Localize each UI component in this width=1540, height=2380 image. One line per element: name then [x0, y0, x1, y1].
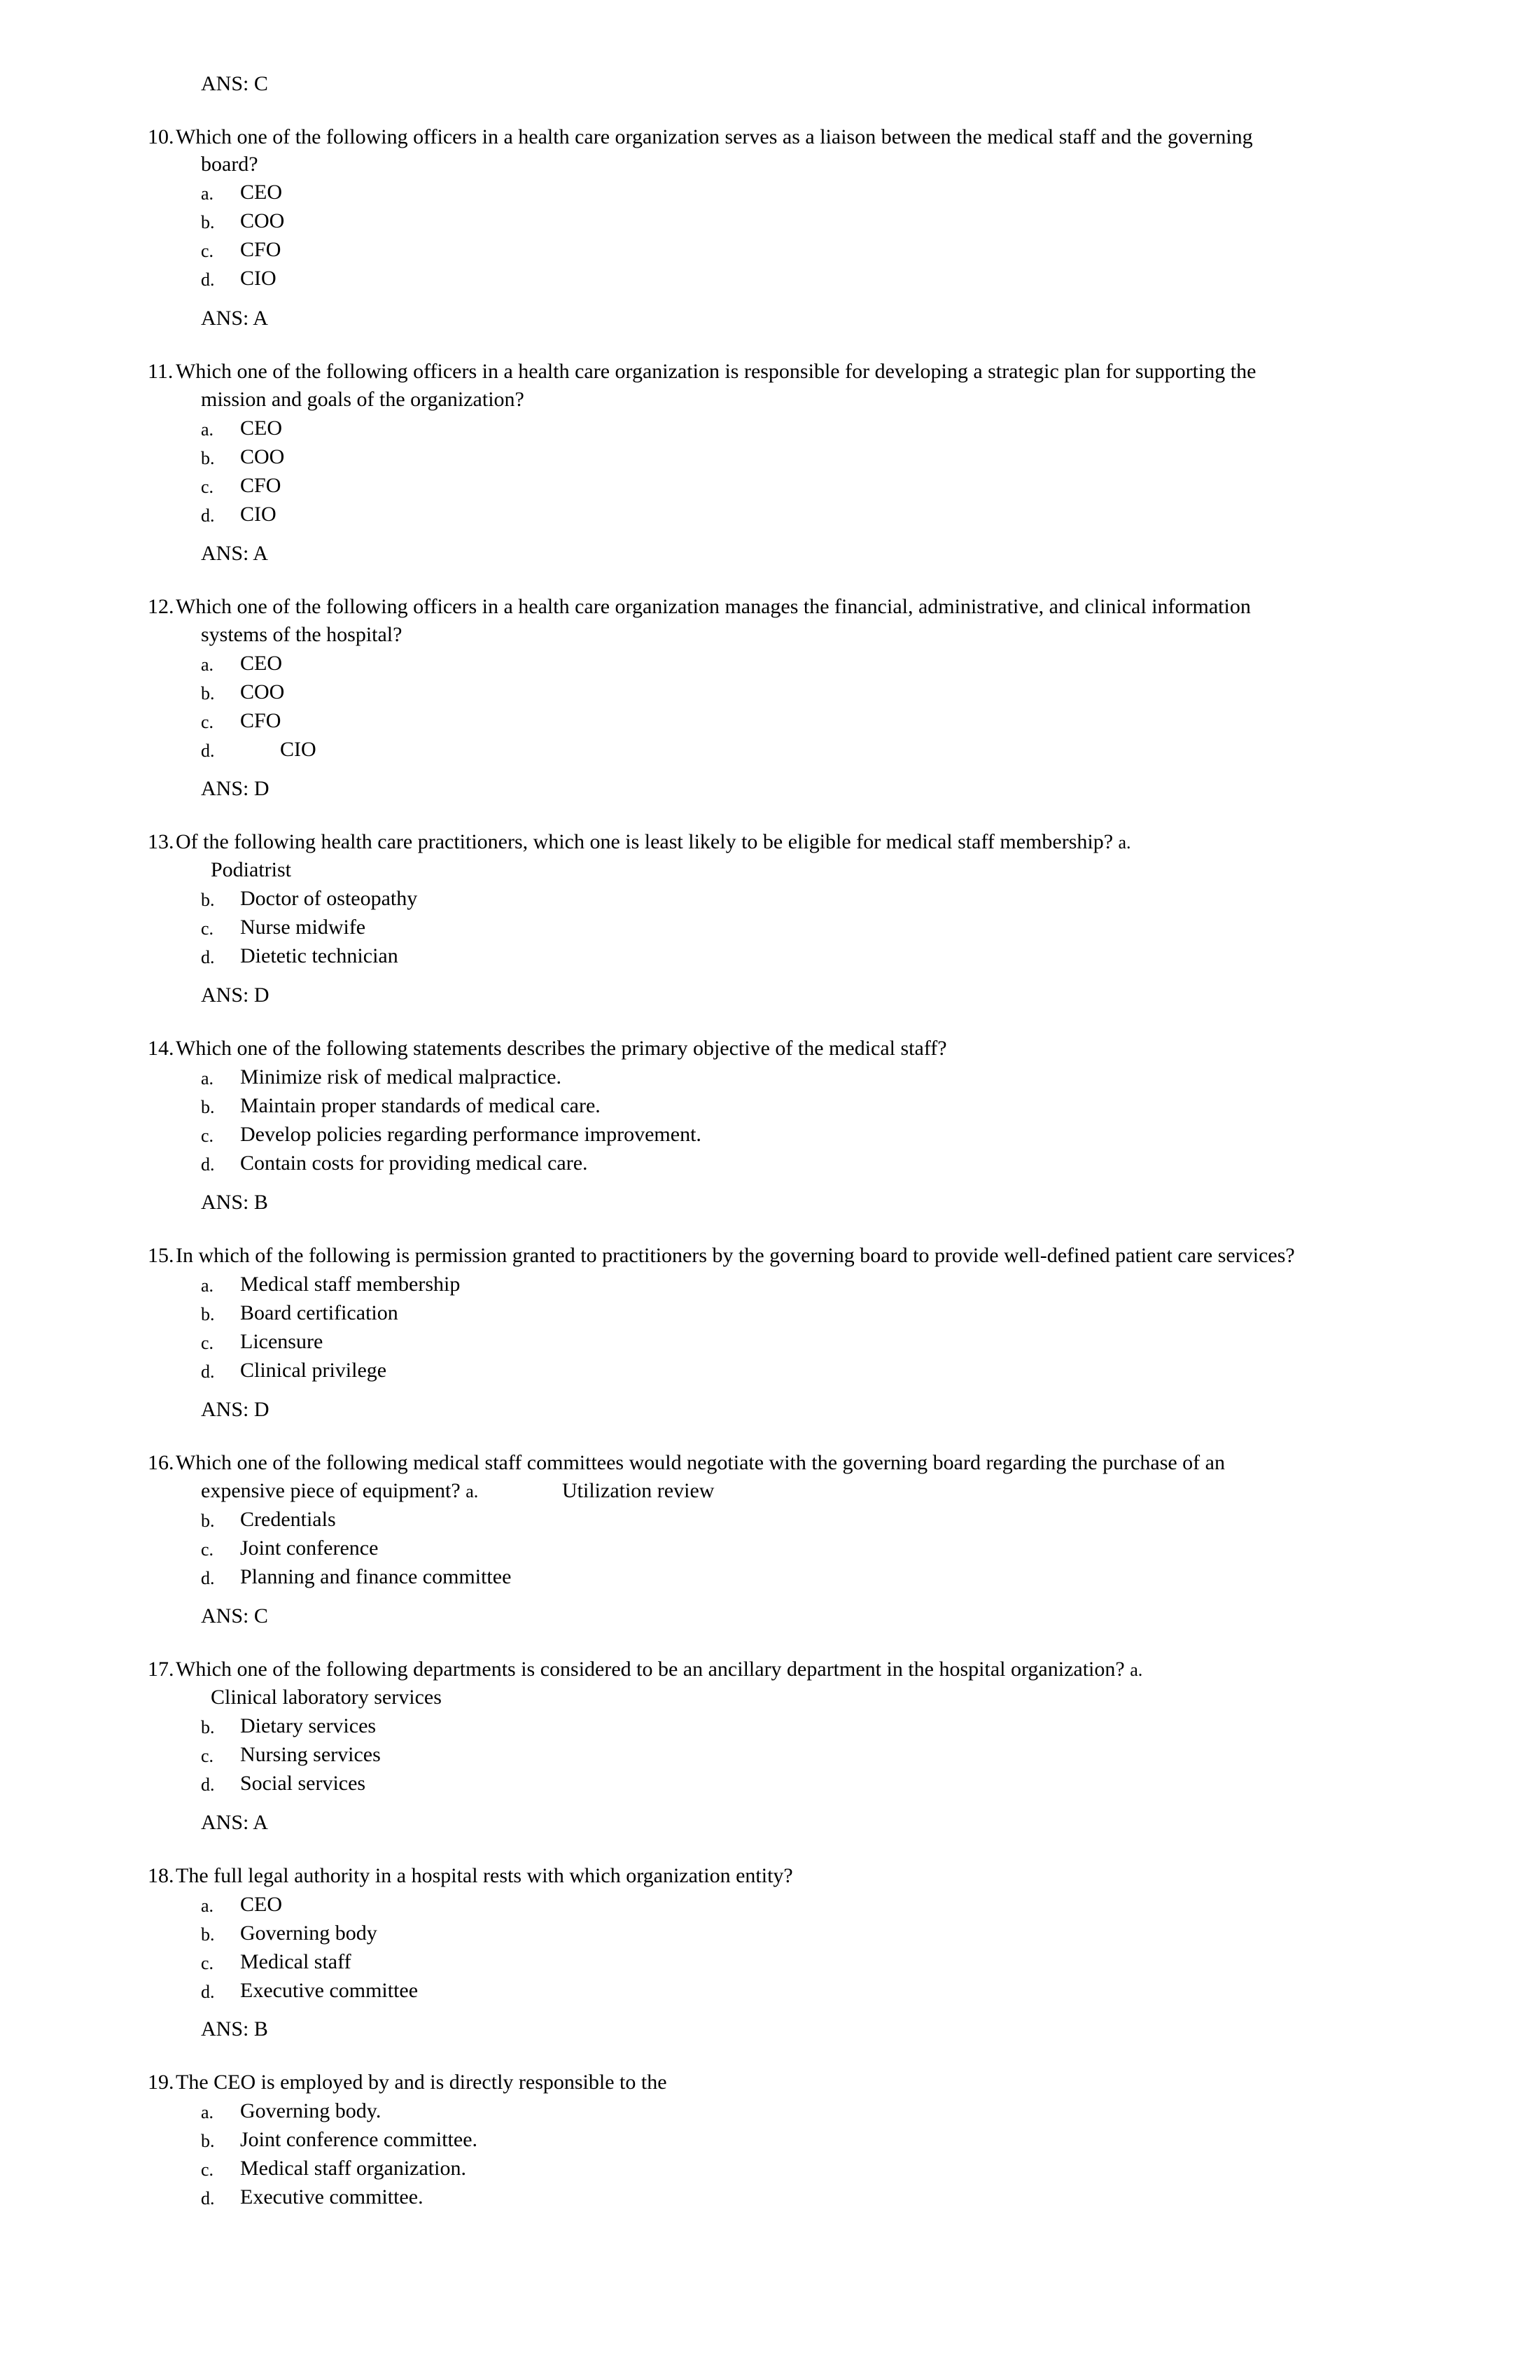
option-label: a. [201, 654, 214, 675]
option-text: Joint conference committee. [240, 2128, 478, 2151]
option-label: c. [201, 477, 214, 497]
option-label: c. [201, 712, 214, 732]
question-text-body: expensive piece of equipment? [201, 1479, 461, 1502]
option-text: CFO [240, 709, 281, 732]
option-label: b. [201, 890, 215, 910]
question-text: Which one of the following officers in a health care organization manages the financial, administrative, and clinical information [176, 595, 1251, 618]
question-text-body: Of the following health care practitioners, which one is least likely to be eligible for medical staff membership? [176, 830, 1114, 853]
option-label: b. [201, 448, 215, 468]
option-label: b. [201, 683, 215, 704]
option-text: CIO [240, 267, 276, 290]
option-label: d. [201, 2188, 215, 2208]
option-label: c. [201, 2160, 214, 2180]
option-label: d. [201, 1568, 215, 1588]
option-label: a. [1118, 832, 1131, 853]
option-label: c. [201, 1746, 214, 1766]
answer-line: ANS: D [201, 1398, 270, 1421]
question-text: The full legal authority in a hospital rests with which organization entity? [176, 1864, 793, 1887]
option-label: b. [201, 212, 215, 232]
answer-line: ANS: B [201, 2017, 268, 2040]
answer-line: ANS: C [201, 1604, 268, 1628]
option-text: CEO [240, 1893, 282, 1916]
question-number: 12. [148, 595, 174, 618]
option-label: a. [201, 183, 214, 204]
option-label: b. [201, 1097, 215, 1117]
answer-line: ANS: D [201, 777, 270, 800]
question-number: 16. [148, 1451, 174, 1474]
option-text: CEO [240, 181, 282, 204]
option-label: d. [201, 1154, 215, 1175]
option-text: Social services [240, 1772, 366, 1795]
question-text-continued [201, 1480, 478, 1502]
option-text: Clinical privilege [240, 1359, 387, 1382]
question-text: Which one of the following medical staff committees would negotiate with the governing board regarding the purchase of an [176, 1451, 1225, 1474]
option-text: CEO [240, 652, 282, 675]
answer-line: ANS: D [201, 983, 270, 1007]
question-number: 13. [148, 830, 174, 853]
option-label: d. [201, 1982, 215, 2002]
option-label: d. [201, 741, 215, 761]
option-label: c. [201, 1126, 214, 1146]
question-text [176, 1659, 1142, 1681]
question-text: In which of the following is permission granted to practitioners by the governing board to provide well-defined patient care services? [176, 1244, 1295, 1267]
question-text [176, 832, 1131, 853]
option-label: b. [201, 2131, 215, 2151]
option-text: COO [240, 680, 285, 704]
option-label: b. [201, 1511, 215, 1531]
question-text-continued: board? [201, 153, 258, 176]
question-number: 18. [148, 1864, 174, 1887]
option-label: a. [201, 1068, 214, 1088]
option-text: Governing body. [240, 2099, 382, 2122]
option-text: Joint conference [240, 1536, 379, 1560]
option-text: Nursing services [240, 1743, 381, 1766]
question-text: Which one of the following officers in a health care organization serves as a liaison between the medical staff and the governing [176, 125, 1253, 148]
answer-line: ANS: A [201, 542, 268, 565]
question-text-continued: systems of the hospital? [201, 623, 402, 646]
question-number: 11. [148, 360, 174, 383]
option-text: CEO [240, 416, 282, 440]
option-label: a. [201, 419, 214, 440]
option-label: c. [201, 1953, 214, 1973]
option-text: Planning and finance committee [240, 1565, 512, 1588]
question-number: 14. [148, 1037, 174, 1060]
answer-line: ANS: C [201, 72, 268, 95]
option-text: Licensure [240, 1330, 323, 1353]
option-label: b. [201, 1717, 215, 1737]
question-text: The CEO is employed by and is directly responsible to the [176, 2071, 667, 2094]
option-label: c. [201, 918, 214, 939]
option-label: d. [201, 1774, 215, 1795]
option-text: Executive committee. [240, 2185, 424, 2208]
question-text-body: Which one of the following departments is considered to be an ancillary department in the hospital organization? [176, 1658, 1125, 1681]
option-text: Board certification [240, 1301, 398, 1324]
option-text: Medical staff organization. [240, 2157, 466, 2180]
option-label: b. [201, 1924, 215, 1945]
option-text: CIO [240, 503, 276, 526]
option-text: Credentials [240, 1508, 336, 1531]
option-text: Maintain proper standards of medical care. [240, 1094, 601, 1117]
option-label: d. [201, 505, 215, 526]
option-text: Podiatrist [211, 858, 292, 881]
option-text: COO [240, 445, 285, 468]
question-number: 17. [148, 1658, 174, 1681]
question-number: 10. [148, 125, 174, 148]
question-number: 15. [148, 1244, 174, 1267]
option-label: a. [201, 1275, 214, 1296]
option-label: a. [465, 1481, 479, 1502]
question-text-continued: mission and goals of the organization? [201, 388, 524, 411]
answer-line: ANS: A [201, 1811, 268, 1834]
option-text: Utilization review [562, 1479, 715, 1502]
option-label: d. [201, 1362, 215, 1382]
answer-line: ANS: A [201, 307, 268, 330]
option-text: Minimize risk of medical malpractice. [240, 1065, 561, 1088]
option-text: Medical staff membership [240, 1273, 461, 1296]
option-text: Doctor of osteopathy [240, 887, 418, 910]
option-text: CFO [240, 238, 281, 261]
option-text: Dietetic technician [240, 944, 398, 967]
option-label: c. [201, 241, 214, 261]
option-text: Contain costs for providing medical care. [240, 1152, 588, 1175]
question-text: Which one of the following statements describes the primary objective of the medical staff? [176, 1037, 947, 1060]
option-text: Governing body [240, 1921, 377, 1945]
option-label: d. [201, 270, 215, 290]
option-text: Executive committee [240, 1979, 419, 2002]
option-text: Dietary services [240, 1714, 377, 1737]
option-label: a. [1130, 1660, 1143, 1680]
option-text: CFO [240, 474, 281, 497]
option-text: Develop policies regarding performance improvement. [240, 1123, 701, 1146]
option-text: CIO [280, 738, 316, 761]
answer-line: ANS: B [201, 1191, 268, 1214]
question-number: 19. [148, 2071, 174, 2094]
option-text: Clinical laboratory services [211, 1686, 442, 1709]
option-text: Medical staff [240, 1950, 351, 1973]
option-text: COO [240, 209, 285, 232]
option-label: b. [201, 1304, 215, 1324]
option-label: c. [201, 1539, 214, 1560]
question-text: Which one of the following officers in a health care organization is responsible for developing a strategic plan for supporting the [176, 360, 1256, 383]
option-label: a. [201, 1896, 214, 1916]
option-label: c. [201, 1333, 214, 1353]
option-label: a. [201, 2102, 214, 2122]
option-label: d. [201, 947, 215, 967]
option-text: Nurse midwife [240, 916, 366, 939]
